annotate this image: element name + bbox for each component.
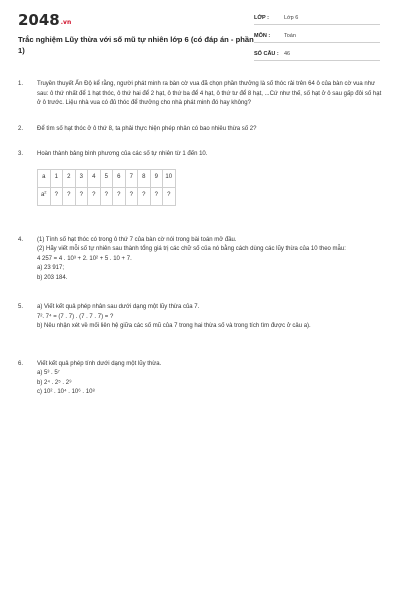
- squares-table: [37, 169, 176, 206]
- table-cell: 4: [88, 169, 101, 187]
- question-text: Để tìm số hạt thóc ở ô thứ 8, ta phải thực hiện phép nhân có bao nhiêu thừa số 2?: [37, 125, 257, 132]
- document-title: Trắc nghiệm Lũy thừa với số mũ tự nhiên lớp 6 (có đáp án - phần 1): [18, 35, 254, 55]
- multiplication-expression: 7². 7⁴ = (7 . 7) . (7 . 7 . 7) = ?: [37, 313, 114, 320]
- table-row: [38, 169, 176, 187]
- table-cell: 2: [63, 169, 76, 187]
- meta-row-subject: [254, 31, 380, 43]
- question-number: 1.: [18, 81, 24, 87]
- question-text: Hoàn thành bảng bình phương của các số tự nhiên từ 1 đến 10.: [37, 151, 208, 157]
- meta-label: LỚP :: [254, 15, 269, 21]
- sub-question-b: b) 203 184.: [37, 274, 68, 281]
- sub-question-b: b) Nêu nhận xét về mối liên hệ giữa các số mũ của 7 trong hai thừa số và trong tích tìm được ở câu a).: [37, 323, 311, 329]
- example-expression: 4 257 = 4 . 10³ + 2. 10² + 5 . 10 + 7.: [37, 255, 132, 262]
- question-3: [18, 150, 382, 206]
- meta-value: Toán: [284, 33, 296, 39]
- meta-row-class: [254, 13, 380, 25]
- table-cell: ?: [163, 187, 176, 205]
- table-cell: 8: [138, 169, 151, 187]
- table-cell: ?: [125, 187, 138, 205]
- site-logo[interactable]: [18, 11, 71, 29]
- table-cell: ?: [63, 187, 76, 205]
- question-number: 3.: [18, 151, 24, 157]
- table-row: [38, 187, 176, 205]
- question-number: 6.: [18, 360, 24, 367]
- document-meta: [254, 13, 380, 67]
- table-cell: 5: [100, 169, 113, 187]
- meta-label: SỐ CÂU :: [254, 51, 279, 57]
- table-cell: 6: [113, 169, 126, 187]
- table-cell: ?: [100, 187, 113, 205]
- question-1: [18, 80, 382, 109]
- square-exponent: 2: [44, 189, 47, 195]
- question-text: Viết kết quả phép tính dưới dạng một lũy thừa.: [37, 360, 162, 367]
- table-cell: 3: [75, 169, 88, 187]
- meta-row-count: [254, 49, 380, 61]
- question-number: 4.: [18, 236, 24, 243]
- sub-question-b: b) 2⁴ . 2⁵ . 2⁹: [37, 379, 72, 386]
- question-5: [18, 303, 382, 332]
- question-number: 2.: [18, 125, 24, 132]
- sub-question-a: a) Viết kết quả phép nhân sau dưới dạng một lũy thừa của 7.: [37, 304, 200, 310]
- question-part-2: (2) Hãy viết mỗi số tự nhiên sau thành tổng giá trị các chữ số của nó bằng cách dùng các lũy thừa của 10 theo mẫu:: [37, 246, 346, 252]
- question-list: [18, 80, 382, 398]
- table-cell: ?: [75, 187, 88, 205]
- logo-text: 2048: [18, 11, 60, 29]
- table-cell: 9: [150, 169, 163, 187]
- sub-question-c: c) 10² . 10⁴ . 10⁶ . 10⁸: [37, 389, 95, 395]
- meta-value: Lớp 6: [284, 15, 299, 21]
- question-text: Truyền thuyết Ấn Độ kể rằng, người phát minh ra bàn cờ vua đã chọn phần thưởng là số thóc rải trên 64 ô của bàn cờ vua như sau: ô thứ nhất để 1 hạt thóc, ô thứ hai để 2 hạt, ô thứ ba để 4 hạt, ô thứ tư để 8 hạt, ...Cứ như thế, số hạt ở ô sau gấp đôi số hạt ở ô trước. Liệu nhà vua có đủ thóc để thưởng cho nhà phát minh đó hay không?: [37, 81, 382, 106]
- table-cell: 7: [125, 169, 138, 187]
- question-2: [18, 125, 382, 135]
- table-header-cell: a: [38, 169, 51, 187]
- table-header-cell: [38, 187, 51, 205]
- meta-value: 46: [284, 51, 291, 57]
- table-cell: 1: [50, 169, 63, 187]
- table-cell: ?: [50, 187, 63, 205]
- table-cell: 10: [163, 169, 176, 187]
- square-base: a: [40, 192, 45, 199]
- question-6: [18, 360, 382, 398]
- table-cell: ?: [138, 187, 151, 205]
- question-number: 5.: [18, 304, 24, 310]
- logo-tld: .vn: [60, 19, 72, 26]
- table-cell: ?: [150, 187, 163, 205]
- meta-label: MÔN :: [254, 33, 271, 39]
- question-part-1: (1) Tính số hạt thóc có trong ô thứ 7 của bàn cờ nói trong bài toán mở đầu.: [37, 236, 237, 243]
- question-4: [18, 236, 382, 284]
- sub-question-a: a) 5³ . 5⁷: [37, 370, 60, 376]
- table-cell: ?: [88, 187, 101, 205]
- table-cell: ?: [113, 187, 126, 205]
- sub-question-a: a) 23 917;: [37, 265, 65, 271]
